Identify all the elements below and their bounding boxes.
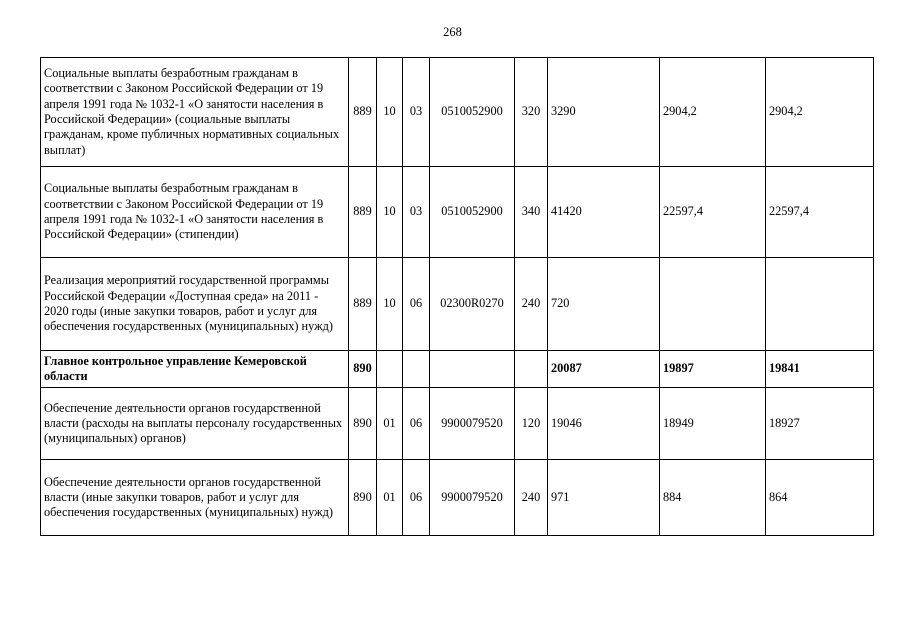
table-row [41,351,874,388]
target-article-code: 0510052900 [430,58,515,167]
expense-type-code: 240 [515,258,548,351]
subsection-code: 03 [403,167,430,258]
row-description: Обеспечение деятельности органов государственной власти (расходы на выплаты персоналу государственных (муниципальных) органов) [41,388,349,460]
amount-year-3 [766,258,874,351]
target-article-code: 9900079520 [430,388,515,460]
ved-code: 889 [349,258,377,351]
expense-type-code: 340 [515,167,548,258]
page-number: 268 [443,25,462,39]
amount-year-3: 864 [766,460,874,536]
ved-code: 889 [349,58,377,167]
row-description: Реализация мероприятий государственной программы Российской Федерации «Доступная среда» на 2011 - 2020 годы (иные закупки товаров, работ и услуг для обеспечения государственных (муниципальных) нужд) [41,258,349,351]
expense-type-code: 320 [515,58,548,167]
table-row [41,58,874,167]
amount-year-1: 19046 [548,388,660,460]
amount-year-1: 3290 [548,58,660,167]
amount-year-3: 18927 [766,388,874,460]
target-article-code [430,351,515,388]
target-article-code: 0510052900 [430,167,515,258]
section-code: 01 [377,460,403,536]
amount-year-3: 22597,4 [766,167,874,258]
target-article-code: 9900079520 [430,460,515,536]
amount-year-1: 41420 [548,167,660,258]
amount-year-2: 18949 [660,388,766,460]
amount-year-2: 884 [660,460,766,536]
subsection-code: 06 [403,388,430,460]
row-description: Социальные выплаты безработным гражданам в соответствии с Законом Российской Федерации от 19 апреля 1991 года № 1032-1 «О занятости населения в Российской Федерации» (стипендии) [41,167,349,258]
section-code: 01 [377,388,403,460]
amount-year-1: 971 [548,460,660,536]
ved-code: 890 [349,351,377,388]
subsection-code: 06 [403,258,430,351]
amount-year-3: 2904,2 [766,58,874,167]
amount-year-1: 720 [548,258,660,351]
expense-type-code: 120 [515,388,548,460]
expense-type-code [515,351,548,388]
amount-year-2: 22597,4 [660,167,766,258]
target-article-code: 02300R0270 [430,258,515,351]
row-description: Социальные выплаты безработным гражданам в соответствии с Законом Российской Федерации от 19 апреля 1991 года № 1032-1 «О занятости населения в Российской Федерации» (социальные выплаты гражданам, кроме публичных нормативных социальных выплат) [41,58,349,167]
section-code [377,351,403,388]
amount-year-3: 19841 [766,351,874,388]
ved-code: 890 [349,460,377,536]
table-row [41,167,874,258]
expense-type-code: 240 [515,460,548,536]
table-row [41,388,874,460]
budget-table [40,57,874,536]
ved-code: 890 [349,388,377,460]
amount-year-2: 19897 [660,351,766,388]
amount-year-1: 20087 [548,351,660,388]
section-code: 10 [377,258,403,351]
table-row [41,460,874,536]
amount-year-2: 2904,2 [660,58,766,167]
row-description: Обеспечение деятельности органов государственной власти (иные закупки товаров, работ и услуг для обеспечения государственных (муниципальных) нужд) [41,460,349,536]
subsection-code [403,351,430,388]
subsection-code: 06 [403,460,430,536]
row-description: Главное контрольное управление Кемеровской области [41,351,349,388]
subsection-code: 03 [403,58,430,167]
amount-year-2 [660,258,766,351]
ved-code: 889 [349,167,377,258]
section-code: 10 [377,58,403,167]
section-code: 10 [377,167,403,258]
table-row [41,258,874,351]
